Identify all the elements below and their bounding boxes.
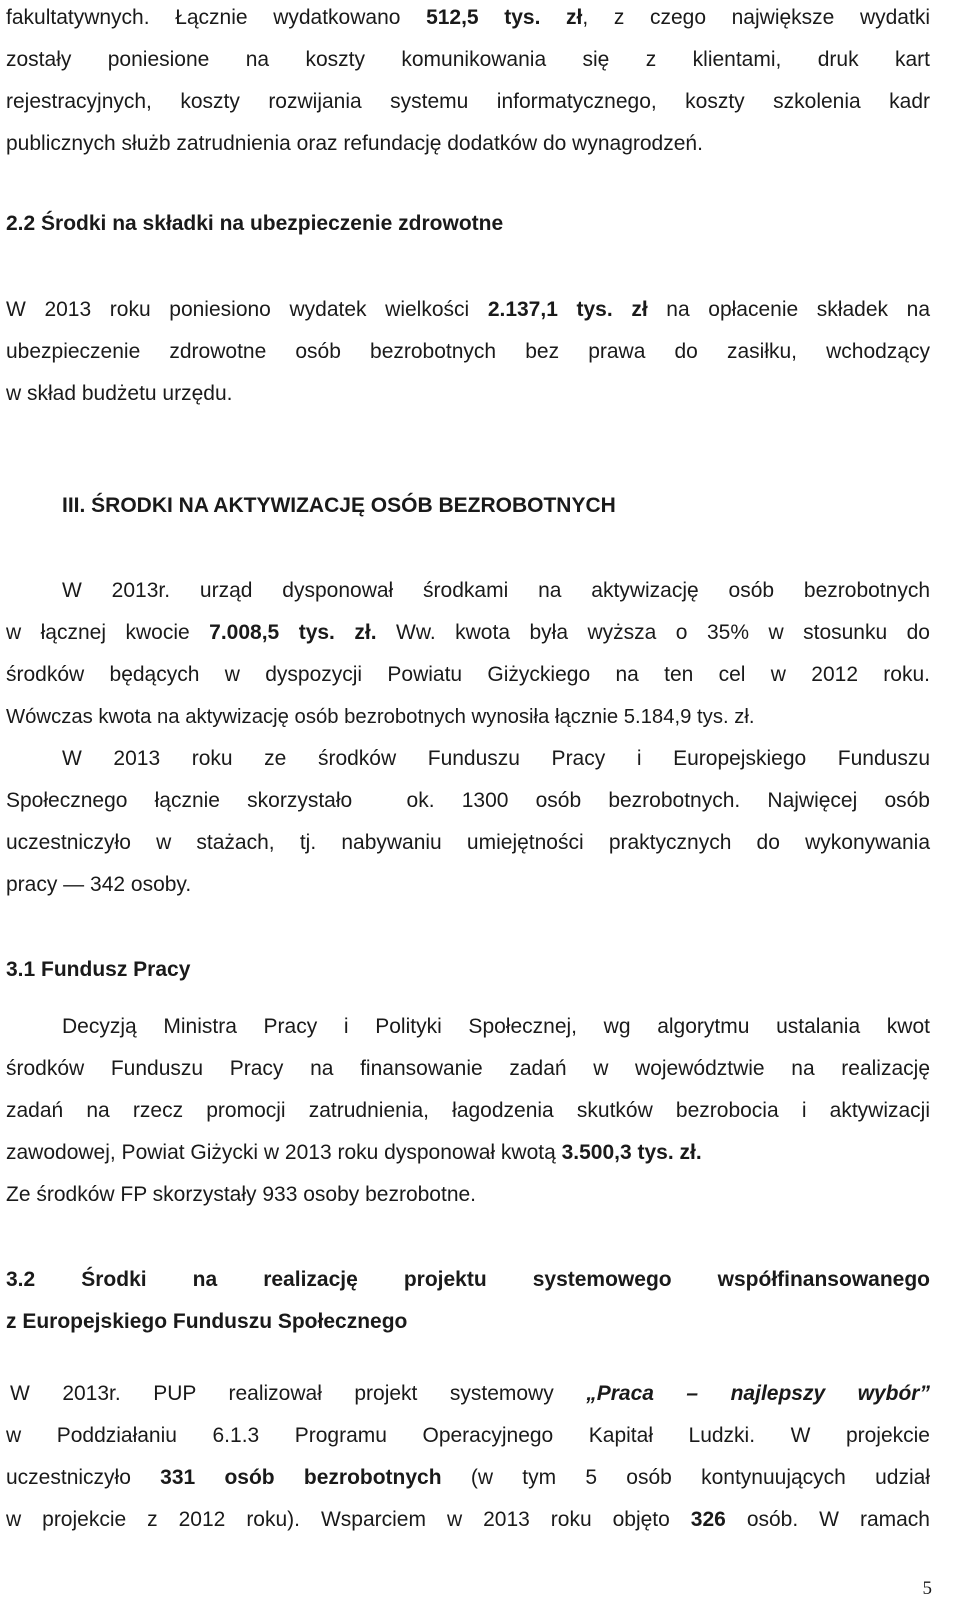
- text-line: rejestracyjnych, koszty rozwijania systemu informatycznego, koszty szkolenia kadr: [6, 90, 930, 113]
- text-line: zawodowej, Powiat Giżycki w 2013 roku dysponował kwotą 3.500,3 tys. zł.: [6, 1141, 702, 1164]
- amount-bold: 512,5 tys. zł: [426, 6, 583, 29]
- amount-bold: 2.137,1 tys. zł: [487, 298, 648, 321]
- text-line: ubezpieczenie zdrowotne osób bezrobotnych bez prawa do zasiłku, wchodzący: [6, 340, 930, 363]
- text-line: w skład budżetu urzędu.: [6, 382, 233, 405]
- paragraph-activation: [6, 570, 930, 906]
- section-heading: z Europejskiego Funduszu Społecznego: [6, 1310, 408, 1333]
- count-bold: 326: [690, 1508, 726, 1531]
- text-line: zostały poniesione na koszty komunikowania się z klientami, druk kart: [6, 48, 930, 71]
- paragraph-health-insurance: [6, 289, 930, 415]
- text-line: w projekcie z 2012 roku). Wsparciem w 2013 roku objęto 326 osób. W ramach: [6, 1508, 930, 1531]
- text-line: W 2013 roku ze środków Funduszu Pracy i Europejskiego Funduszu: [62, 747, 930, 770]
- text-line: W 2013 roku poniesiono wydatek wielkości 2.137,1 tys. zł na opłacenie składek na: [6, 298, 930, 321]
- text-line: środków Funduszu Pracy na finansowanie zadań w województwie na realizację: [6, 1057, 930, 1080]
- text-line: W 2013r. urząd dysponował środkami na aktywizację osób bezrobotnych: [62, 579, 930, 602]
- section-heading: III. ŚRODKI NA AKTYWIZACJĘ OSÓB BEZROBOTNYCH: [62, 494, 616, 517]
- count-bold: 331 osób bezrobotnych: [160, 1466, 442, 1489]
- text-line: publicznych służb zatrudnienia oraz refundację dodatków do wynagrodzeń.: [6, 132, 703, 155]
- text-line: uczestniczyło 331 osób bezrobotnych (w tym 5 osób kontynuujących udział: [6, 1466, 930, 1489]
- paragraph-expenses: [6, 0, 930, 165]
- text-line: pracy — 342 osoby.: [6, 873, 192, 896]
- section-III: [62, 485, 930, 527]
- text-line: w Poddziałaniu 6.1.3 Programu Operacyjnego Kapitał Ludzki. W projekcie: [6, 1424, 930, 1447]
- section-3-1: [6, 949, 930, 991]
- section-3-2: [6, 1259, 930, 1343]
- paragraph-labour-fund: [6, 1006, 930, 1216]
- amount-bold: 3.500,3 tys. zł.: [561, 1141, 702, 1164]
- project-name: „Praca – najlepszy wybór”: [586, 1382, 930, 1405]
- page-number: 5: [922, 1578, 932, 1599]
- paragraph-esf-project: [6, 1373, 930, 1541]
- text-line: Społecznego łącznie skorzystało ok. 1300 osób bezrobotnych. Najwięcej osób: [6, 789, 930, 812]
- text-line: W 2013r. PUP realizował projekt systemowy „Praca – najlepszy wybór”: [10, 1382, 930, 1405]
- text-line: zadań na rzecz promocji zatrudnienia, łagodzenia skutków bezrobocia i aktywizacji: [6, 1099, 930, 1122]
- section-heading: 3.1 Fundusz Pracy: [6, 958, 191, 981]
- amount-bold: 7.008,5 tys. zł.: [209, 621, 377, 644]
- section-heading: 2.2 Środki na składki na ubezpieczenie zdrowotne: [6, 212, 504, 235]
- text-line: Ze środków FP skorzystały 933 osoby bezrobotne.: [6, 1183, 477, 1206]
- section-heading: 3.2 Środki na realizację projektu systemowego współfinansowanego: [6, 1268, 930, 1291]
- text-line: uczestniczyło w stażach, tj. nabywaniu umiejętności praktycznych do wykonywania: [6, 831, 930, 854]
- text-line: Decyzją Ministra Pracy i Polityki Społecznej, wg algorytmu ustalania kwot: [62, 1015, 930, 1038]
- text-line: środków będących w dyspozycji Powiatu Giżyckiego na ten cel w 2012 roku.: [6, 663, 930, 686]
- section-2-2: [6, 203, 930, 245]
- text-line: Wówczas kwota na aktywizację osób bezrobotnych wynosiła łącznie 5.184,9 tys. zł.: [6, 706, 755, 728]
- text-line: w łącznej kwocie 7.008,5 tys. zł. Ww. kwota była wyższa o 35% w stosunku do: [6, 621, 930, 644]
- text-line: fakultatywnych. Łącznie wydatkowano 512,5 tys. zł, z czego największe wydatki: [6, 6, 930, 29]
